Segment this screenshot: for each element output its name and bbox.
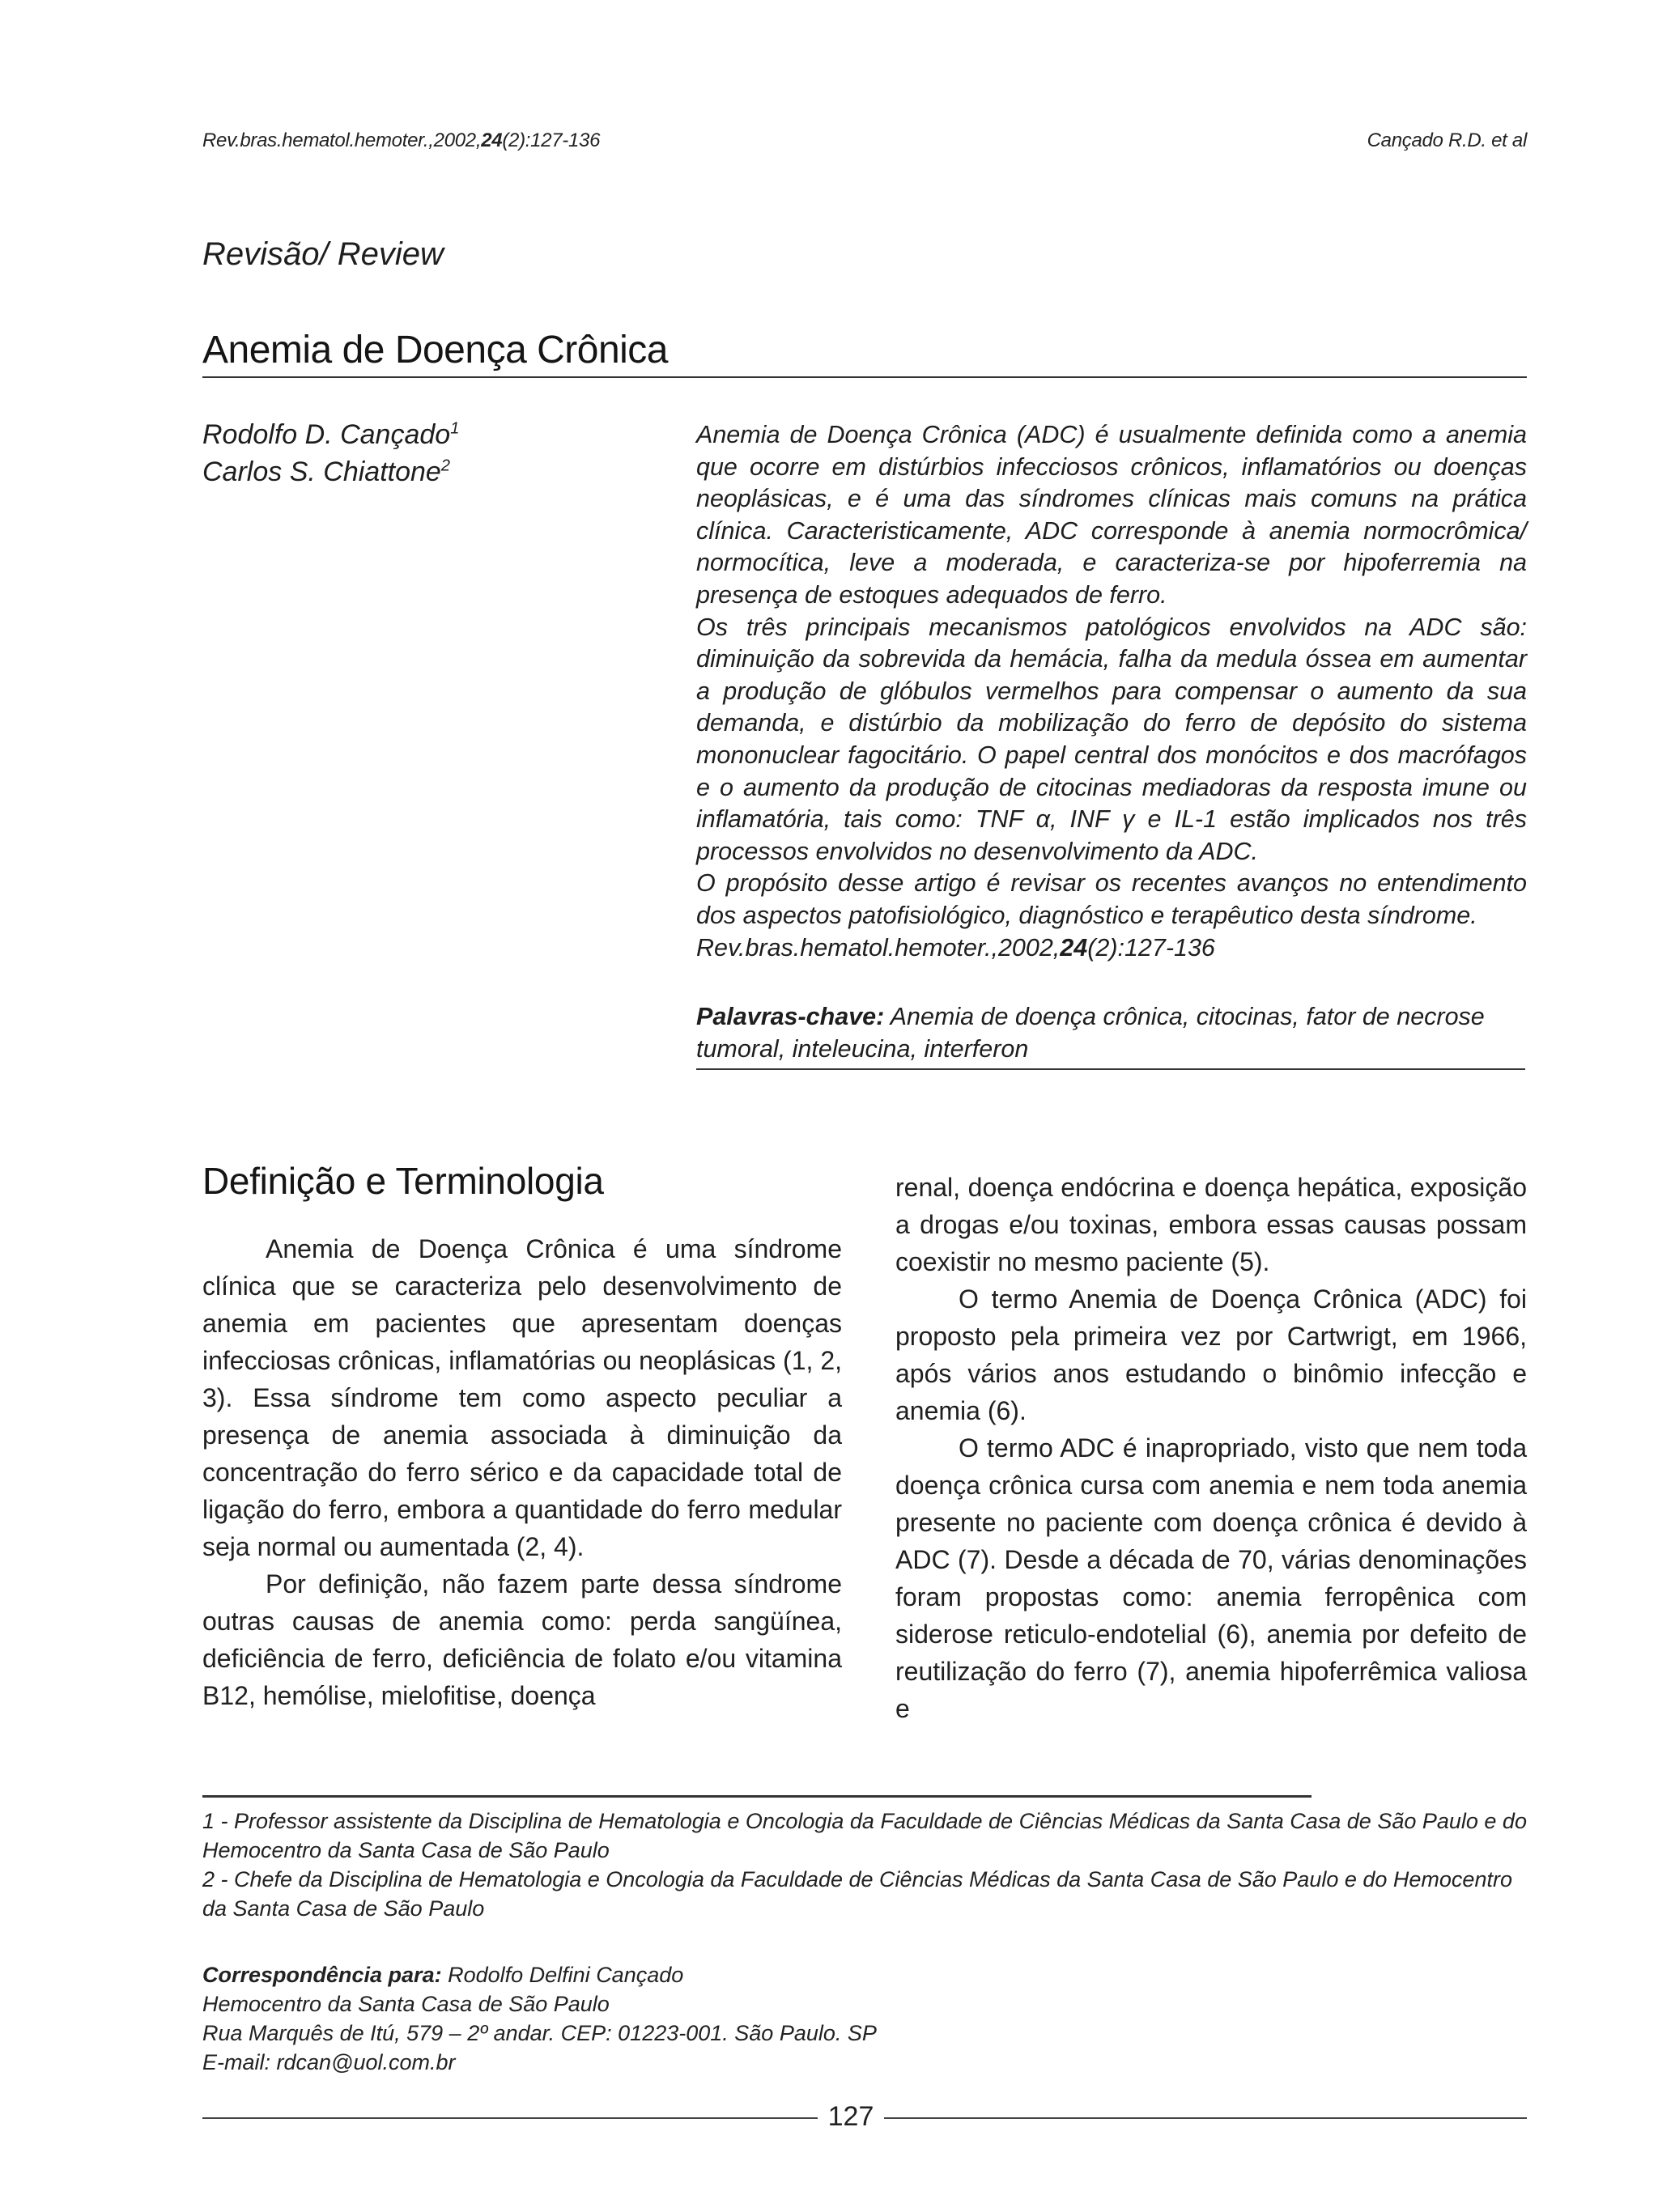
footnote-divider: [202, 1795, 1312, 1798]
abstract-citation: [696, 932, 1527, 965]
correspondence-email: E-mail: rdcan@uol.com.br: [202, 2050, 456, 2074]
footnote-1: 1 - Professor assistente da Disciplina de Hematologia e Oncologia da Faculdade de Ciências Médicas da Santa Casa de São Paulo e do Hemocentro da Santa Casa de São Paulo: [202, 1809, 1527, 1862]
keywords-text: Anemia de doença crônica, citocinas, fator de necrose tumoral, inteleucina, interferon: [696, 1003, 1485, 1063]
keywords-divider: [696, 1068, 1525, 1070]
author-affiliation-mark: 2: [440, 456, 450, 475]
body-column-right: [895, 1169, 1527, 1727]
abstract-citation-suffix: (2):127-136: [1087, 933, 1215, 962]
author-name: Rodolfo D. Cançado: [202, 419, 451, 450]
running-header-authors: Cançado R.D. et al: [1367, 129, 1527, 151]
footer-rule-right: [884, 2117, 1527, 2119]
section-label: Revisão/ Review: [202, 236, 444, 272]
author-2: [202, 456, 450, 488]
abstract-citation-prefix: Rev.bras.hematol.hemoter.,2002,: [696, 933, 1061, 962]
abstract-paragraph-1: Anemia de Doença Crônica (ADC) é usualmente definida como a anemia que ocorre em distúrbios infecciosos crônicos, inflamatórios ou doenças neoplásicas, e é uma das síndromes clínicas mais comuns na prática clínica. Caracteristicamente, ADC corresponde à anemia normocrômica/ normocítica, leve a moderada, e caracteriza-se por hipoferremia na presença de estoques adequados de ferro.: [696, 421, 1527, 609]
running-header-citation: [202, 129, 600, 152]
author-1: [202, 419, 459, 451]
header-citation-prefix: Rev.bras.hematol.hemoter.,2002,: [202, 129, 482, 151]
correspondence-name: Rodolfo Delfini Cançado: [448, 1963, 684, 1987]
page-number: 127: [827, 2101, 874, 2132]
author-name: Carlos S. Chiattone: [202, 456, 441, 487]
body-paragraph: O termo ADC é inapropriado, visto que nem toda doença crônica cursa com anemia e nem toda anemia presente no paciente com doença crônica é devido à ADC (7). Desde a década de 70, várias denominações foram propostas como: anemia ferropênica com siderose reticulo-endotelial (6), anemia por defeito de reutilização do ferro (7), anemia hipoferrêmica valiosa e: [895, 1433, 1527, 1723]
footer-rule-left: [202, 2117, 818, 2119]
abstract: [696, 419, 1527, 964]
correspondence-line-1: [202, 1960, 1527, 1989]
body-paragraph: Anemia de Doença Crônica é uma síndrome clínica que se caracteriza pelo desenvolvimento de anemia em pacientes que apresentam doenças infecciosas crônicas, inflamatórias ou neoplásicas (1, 2, 3). Essa síndrome tem como aspecto peculiar a presença de anemia associada à diminuição da concentração do ferro sérico e da capacidade total de ligação do ferro, embora a quantidade do ferro medular seja normal ou aumentada (2, 4).: [202, 1234, 842, 1561]
correspondence-institution: Hemocentro da Santa Casa de São Paulo: [202, 1992, 610, 2016]
keywords: [696, 1000, 1527, 1065]
footnote-2: 2 - Chefe da Disciplina de Hematologia e Oncologia da Faculdade de Ciências Médicas da Santa Casa de São Paulo e do Hemocentro da Santa Casa de São Paulo: [202, 1867, 1512, 1921]
body-paragraph: Por definição, não fazem parte dessa síndrome outras causas de anemia como: perda sangüínea, deficiência de ferro, deficiência de folato e/ou vitamina B12, hemólise, mielofitise, doença: [202, 1569, 842, 1710]
footnotes: [202, 1807, 1527, 1923]
body-paragraph: O termo Anemia de Doença Crônica (ADC) foi proposto pela primeira vez por Cartwrigt, em 1966, após vários anos estudando o binômio infecção e anemia (6).: [895, 1284, 1527, 1425]
correspondence-label: Correspondência para:: [202, 1963, 442, 1987]
body-column-left: [202, 1230, 842, 1714]
keywords-label: Palavras-chave:: [696, 1003, 885, 1030]
body-paragraph: renal, doença endócrina e doença hepática, exposição a drogas e/ou toxinas, embora essas causas possam coexistir no mesmo paciente (5).: [895, 1173, 1527, 1276]
correspondence: [202, 1960, 1527, 2077]
article-title: Anemia de Doença Crônica: [202, 329, 668, 371]
header-citation-volume: 24: [481, 129, 503, 151]
section-heading: Definição e Terminologia: [202, 1160, 604, 1202]
title-divider: [202, 376, 1527, 378]
correspondence-address: Rua Marquês de Itú, 579 – 2º andar. CEP: 01223-001. São Paulo. SP: [202, 2021, 877, 2045]
abstract-citation-volume: 24: [1060, 933, 1088, 962]
header-citation-suffix: (2):127-136: [502, 129, 601, 151]
abstract-paragraph-3: O propósito desse artigo é revisar os recentes avanços no entendimento dos aspectos patofisiológico, diagnóstico e terapêutico desta síndrome.: [696, 869, 1527, 929]
author-affiliation-mark: 1: [450, 419, 460, 438]
abstract-paragraph-2: Os três principais mecanismos patológicos envolvidos na ADC são: diminuição da sobrevida da hemácia, falha da medula óssea em aumentar a produção de glóbulos vermelhos para compensar o aumento da sua demanda, e distúrbio da mobilização do ferro de depósito do sistema mononuclear fagocitário. O papel central dos monócitos e dos macrófagos e o aumento da produção de citocinas mediadoras da resposta imune ou inflamatória, tais como: TNF α, INF γ e IL-1 estão implicados nos três processos envolvidos no desenvolvimento da ADC.: [696, 613, 1527, 865]
